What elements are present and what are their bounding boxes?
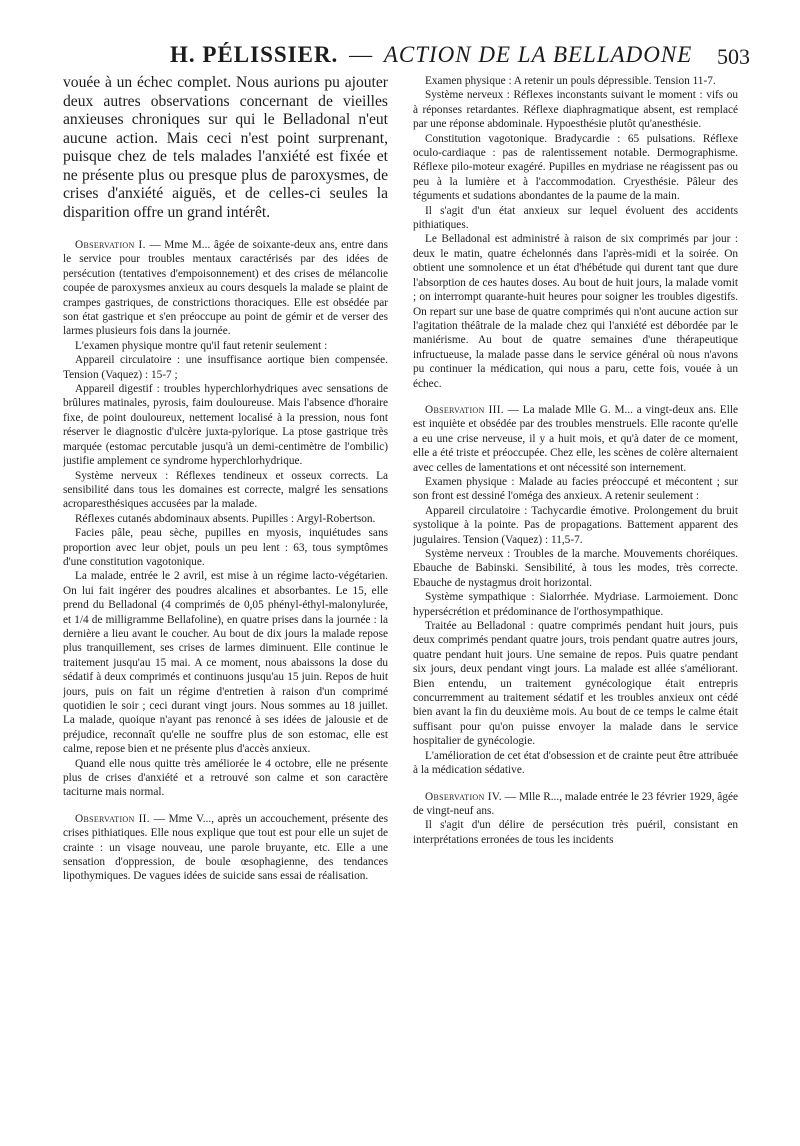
- observation-3-paragraph: Système nerveux : Troubles de la marche. Mouvements choréiques. Ebauche de Babinski. Sensibilité, à tous les modes, très correcte. Ebauche de nystagmus droit horizontal.: [413, 548, 738, 589]
- observation-3-opening: [413, 403, 738, 475]
- observation-3-text: — La malade Mlle G. M... a vingt-deux ans. Elle est inquiète et obsédée par des troubles menstruels. Elle raconte qu'elle a eu une crise nerveuse, il y a huit mois, et qu'à dater de ce moment, elle a été triste et préoccupée. Chez elle, les scènes de colère alternaient avec celles de lamentations et ont nécessité son internement.: [413, 403, 738, 474]
- observation-1-paragraph: L'examen physique montre qu'il faut retenir seulement :: [75, 339, 328, 352]
- observation-4-text: — Mlle R..., malade entrée le 23 février 1929, âgée de vingt-neuf ans.: [413, 790, 738, 817]
- observation-1-paragraph: Facies pâle, peau sèche, pupilles en myosis, inquiétudes sans proportion avec leur objet, pouls un peu lent : 63, tous symptômes d'une constitution vagotonique.: [63, 527, 388, 568]
- observation-4-paragraph: Il s'agit d'un délire de persécution très puéril, consistant en interprétations erronées de tous les incidents: [413, 819, 738, 846]
- running-author: H. PÉLISSIER.: [170, 42, 339, 67]
- running-title: ACTION DE LA BELLADONE: [383, 42, 693, 67]
- observation-1-paragraph: Appareil digestif : troubles hyperchlorhydriques avec sensations de brûlures matinales, pyrosis, faim douloureuse. Mais l'absence d'horaire fixe, de point douloureux, nettement localisé à la pression, nous font réserver le diagnostic d'ulcère juxta-pylorique. La ptose gastrique très marquée (estomac percutable jusqu'à un demi-centimètre de l'ombilic) justifie amplement ce syndrome hyperchlorhydrique.: [63, 383, 388, 468]
- observation-2: [63, 812, 388, 884]
- observation-2-continued: [413, 74, 738, 391]
- observation-1-paragraph: Réflexes cutanés abdominaux absents. Pupilles : Argyl-Robertson.: [75, 512, 376, 525]
- observation-1-text: — Mme M... âgée de soixante-deux ans, entre dans le service pour troubles mentaux caractérisés par des idées de persécution (tentatives d'empoisonnement) et des crises de mélancolie coupée de paroxysmes anxieux au cours desquels la malade se plaint de crampes gastriques, de constrictions thoraciques. Elle est obsédée par son état gastrique et s'en préoccupe au point de gémir et de verser des larmes plusieurs fois dans la journée.: [63, 239, 388, 338]
- observation-2-paragraph: Le Belladonal est administré à raison de six comprimés par jour : deux le matin, quatre échelonnés dans l'après-midi et la soirée. On obtient une somnolence et un état d'hébétude qui durent tant que dure l'absorption de ces hautes doses. Au bout de huit jours, la malade vomit ; on interrompt quarante-huit heures pour soigner les troubles digestifs. On repart sur une base de quatre comprimés qui n'ont aucune action sur l'agitation théâtrale de la malade chez qui l'anxiété est débordée par le maniérisme. Au bout de quatre semaines d'une thérapeutique infructueuse, la malade passe dans le service général où nous n'avons pu continuer la médication, qui nous a paru, cette fois, vouée à un échec.: [413, 233, 738, 390]
- observation-1-paragraph: Appareil circulatoire : une insuffisance aortique bien compensée. Tension (Vaquez) : 15-7 ;: [63, 354, 388, 381]
- observation-3-paragraph: Système sympathique : Sialorrhée. Mydriase. Larmoiement. Donc hypersécrétion et prédominance de l'orthosympathique.: [413, 591, 738, 618]
- observation-2-text: — Mme V..., après un accouchement, présente des crises pithiatiques. Elle nous explique que tout est pour elle un sujet de crainte : un visage nouveau, une parole bruyante, etc. Elle a une sensation d'oppression, de boule œsophagienne, des tendances lipothymiques. De vagues idées de suicide sans essai de réalisation.: [63, 812, 388, 883]
- observation-3-paragraph: Traitée au Belladonal : quatre comprimés pendant huit jours, puis deux comprimés pendant quatre jours, trois pendant quatre autres jours, quatre pendant huit jours. Une semaine de repos. Puis quatre pendant six jours, deux pendant vingt jours. La malade est allée s'améliorant. Bien entendu, un traitement gynécologique était entrepris concurremment au traitement sédatif et les troubles anxieux ont cédé bien avant la fin du deuxième mois. Au bout de ce temps le calme était suffisant pour qu'on puisse envoyer la malade dans le service hospitalier de gynécologie.: [413, 620, 738, 748]
- observation-1-heading: Observation I.: [75, 239, 146, 251]
- intro-paragraph: vouée à un échec complet. Nous aurions pu ajouter deux autres observations concernant de vieilles anxieuses chroniques sur qui le Belladonal n'eut aucune action. Mais ceci n'est point surprenant, puisque chez de tels malades l'anxiété est fixée et ne présente plus ou presque plus de paroxysmes, de crises d'anxiété aiguës, et de celles-ci seules la disparition offre un grand intérêt.: [63, 74, 388, 221]
- observation-2-paragraph: Constitution vagotonique. Bradycardie : 65 pulsations. Réflexe oculo-cardiaque : pas de ralentissement notable. Dermographisme. Réflexe pilo-moteur exagéré. Pupilles en mydriase ne réagissent pas ou peu à la lumière et à l'accommodation. Cryesthésie. Pâleur des téguments et sudations abondantes de la paume de la main.: [413, 132, 738, 203]
- observation-2-paragraph: Système nerveux : Réflexes inconstants suivant le moment : vifs ou à réponses retardantes. Réflexe diaphragmatique absent, est remplacé par une réponse abdominale. Hypoesthésie plutôt qu'anesthésie.: [413, 89, 738, 131]
- page-number: 503: [717, 44, 750, 69]
- observation-2-paragraph: Il s'agit d'un état anxieux sur lequel évoluent des accidents pithiatiques.: [413, 204, 738, 232]
- observation-2-opening: [63, 812, 388, 884]
- observation-4-opening: [413, 790, 738, 819]
- observation-1-paragraph: La malade, entrée le 2 avril, est mise à un régime lacto-végétarien. On lui fait ingérer des poudres alcalines et absorbantes. Le 15, elle prend du Belladonal (4 comprimés de 0,05 phényl-éthyl-malonylurée, et 1/4 de milligramme Bellafoline), en quatre prises dans la journée : la dernière a lieu avant le coucher. Au bout de dix jours la malade repose plus tranquillement, ses crises de larmes diminuent. Elle continue le traitement jusqu'au 15 mai. A ce moment, nous abaissons la dose du sédatif à deux comprimés et continuons jusqu'au 15 juin. Repos de huit jours, puis on fait un régime d'entretien à raison d'un comprimé quotidien le soir ; ceci durant vingt jours. Nous sommes au 18 juillet. La malade, quoique n'ayant pas renoncé à ses idées de jalousie et de préjudice, reconnaît qu'elle ne souffre plus de son estomac, elle est calme, repose bien et ne présente plus d'accès anxieux.: [63, 570, 388, 756]
- right-column: [413, 74, 738, 847]
- left-column: [63, 74, 388, 884]
- running-separator: —: [349, 42, 374, 67]
- observation-3-heading: Observation III.: [425, 403, 504, 416]
- observation-2-heading: Observation II.: [75, 812, 150, 825]
- observation-1: [63, 238, 388, 800]
- observation-1-paragraph: Système nerveux : Réflexes tendineux et osseux corrects. La sensibilité dans tous les domaines est correcte, malgré les sensations acroparesthésiques accusées par la malade.: [63, 469, 388, 511]
- intro-block: [63, 74, 388, 222]
- observation-3-paragraph: Appareil circulatoire : Tachycardie émotive. Prolongement du bruit systolique à la pointe. Pas de propagations. Battement apparent des jugulaires. Tension (Vaquez) : 11,5-7.: [413, 504, 738, 546]
- observation-1-paragraph: Quand elle nous quitte très améliorée le 4 octobre, elle ne présente plus de crises d'anxiété et a retrouvé son calme et son caractère taciturne mais normal.: [63, 757, 388, 799]
- observation-3-paragraph: L'amélioration de cet état d'obsession et de crainte peut être attribuée à la médication sédative.: [413, 749, 738, 777]
- page-header: [170, 42, 750, 76]
- observation-2-paragraph: Examen physique : A retenir un pouls dépressible. Tension 11-7.: [425, 75, 716, 87]
- observation-1-opening: [63, 238, 388, 339]
- observation-4-heading: Observation IV.: [425, 790, 502, 803]
- observation-4: [413, 790, 738, 848]
- observation-3: [413, 403, 738, 778]
- observation-3-paragraph: Examen physique : Malade au facies préoccupé et mécontent ; sur son front est dessiné l'oméga des anxieux. A retenir seulement :: [413, 475, 738, 503]
